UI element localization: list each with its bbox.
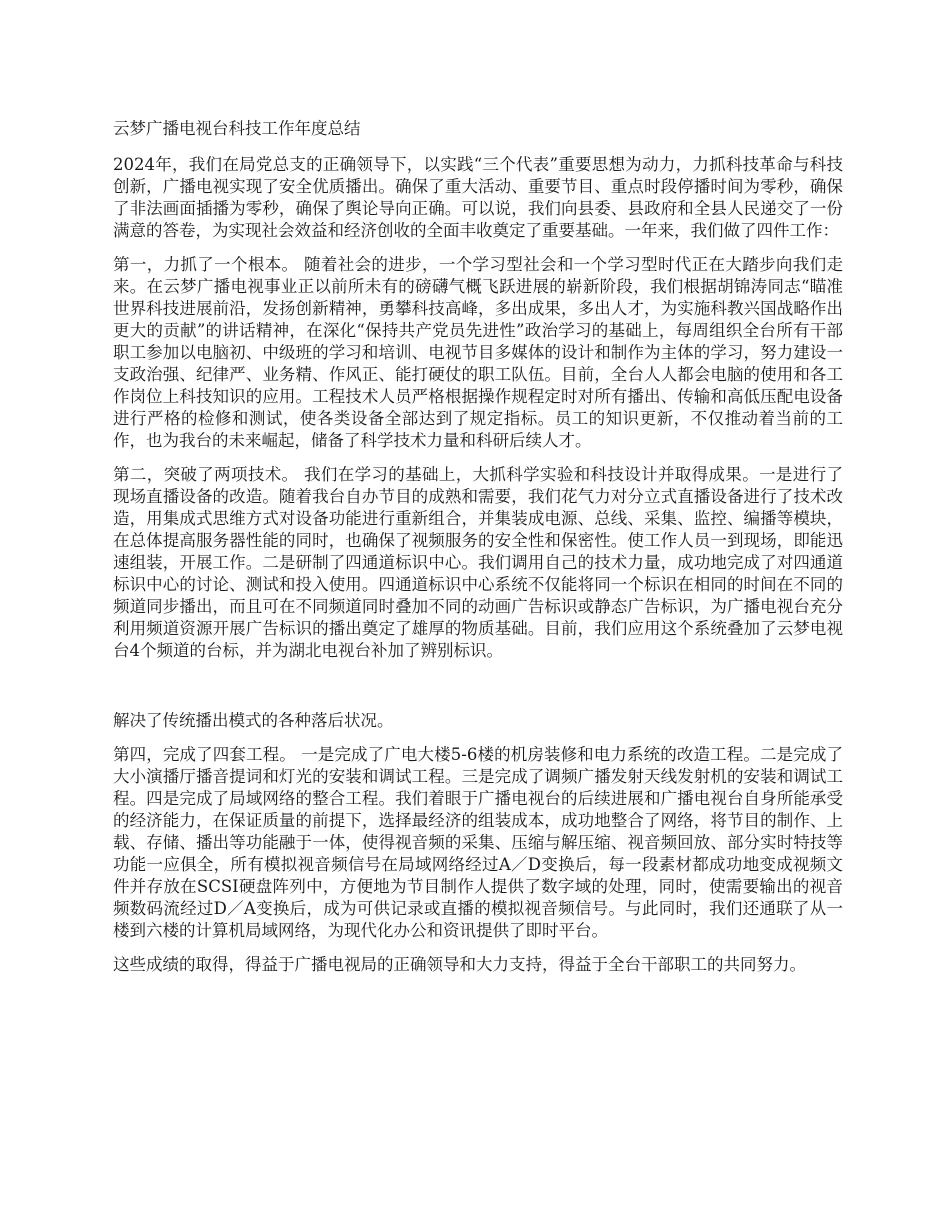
paragraph-intro: 2024年，我们在局党总支的正确领导下，以实践“三个代表”重要思想为动力，力抓科技革命与科技创新，广播电视实现了安全优质播出。确保了重大活动、重要节目、重点时段停播时间为零秒，确保了非法画面插播为零秒，确保了舆论导向正确。可以说，我们向县委、县政府和全县人民递交了一份满意的答卷，为实现社会效益和经济创收的全面丰收奠定了重要基础。一年来，我们做了四件工作：	[113, 155, 843, 240]
paragraph-second-work: 第二，突破了两项技术。 我们在学习的基础上，大抓科学实验和科技设计并取得成果。一是进行了现场直播设备的改造。随着我台自办节目的成熟和需要，我们花气力对分立式直播设备进行了技术改造，用集成式思维方式对设备功能进行重新组合，并集装成电源、总线、采集、监控、编播等模块，在总体提高服务器性能的同时，也确保了视频服务的安全性和保密性。使工作人员一到现场，即能迅速组装，开展工作。二是研制了四通道标识中心。我们调用自己的技术力量，成功地完成了对四通道标识中心的讨论、测试和投入使用。四通道标识中心系统不仅能将同一个标识在相同的时间在不同的频道同步播出，而且可在不同频道同时叠加不同的动画广告标识或静态广告标识，为广播电视台充分利用频道资源开展广告标识的播出奠定了雄厚的物质基础。目前，我们应用这个系统叠加了云梦电视台4个频道的台标，并为湖北电视台补加了辨别标识。	[113, 465, 843, 660]
document-page	[113, 118, 843, 988]
paragraph-fragment: 解决了传统播出模式的各种落后状况。	[113, 711, 394, 730]
paragraph-conclusion: 这些成绩的取得，得益于广播电视局的正确领导和大力支持，得益于全台干部职工的共同努力。	[113, 955, 806, 974]
paragraph-fourth-work: 第四，完成了四套工程。 一是完成了广电大楼5-6楼的机房装修和电力系统的改造工程。二是完成了大小演播厅播音提词和灯光的安装和调试工程。三是完成了调频广播发射天线发射机的安装和调试工程。四是完成了局域网络的整合工程。我们着眼于广播电视台的后续进展和广播电视台自身所能承受的经济能力，在保证质量的前提下，选择最经济的组装成本，成功地整合了网络，将节目的制作、上载、存储、播出等功能融于一体，使得视音频的采集、压缩与解压缩、视音频回放、部分实时特技等功能一应俱全，所有模拟视音频信号在局域网络经过A／D变换后，每一段素材都成功地变成视频文件并存放在SCSI硬盘阵列中，方便地为节目制作人提供了数字域的处理，同时，使需要输出的视音频数码流经过D／A变换后，成为可供记录或直播的模拟视音频信号。与此同时，我们还通联了从一楼到六楼的计算机局域网络，为现代化办公和资讯提供了即时平台。	[113, 745, 843, 940]
document-title: 云梦广播电视台科技工作年度总结	[113, 119, 361, 138]
paragraph-first-work: 第一，力抓了一个根本。 随着社会的进步，一个学习型社会和一个学习型时代正在大踏步向我们走来。在云梦广播电视事业正以前所未有的磅礴气概飞跃进展的崭新阶段，我们根据胡锦涛同志“瞄准世界科技进展前沿，发扬创新精神，勇攀科技高峰，多出成果，多出人才，为实施科教兴国战略作出更大的贡献”的讲话精神，在深化“保持共产党员先进性”政治学习的基础上，每周组织全台所有干部职工参加以电脑初、中级班的学习和培训、电视节目多媒体的设计和制作为主体的学习，努力建设一支政治强、纪律严、业务精、作风正、能打硬仗的职工队伍。目前，全台人人都会电脑的使用和各工作岗位上科技知识的应用。工程技术人员严格根据操作规程定时对所有播出、传输和高低压配电设备进行严格的检修和测试，使各类设备全部达到了规定指标。员工的知识更新，不仅推动着当前的工作，也为我台的未来崛起，储备了科学技术力量和科研后续人才。	[113, 255, 843, 450]
